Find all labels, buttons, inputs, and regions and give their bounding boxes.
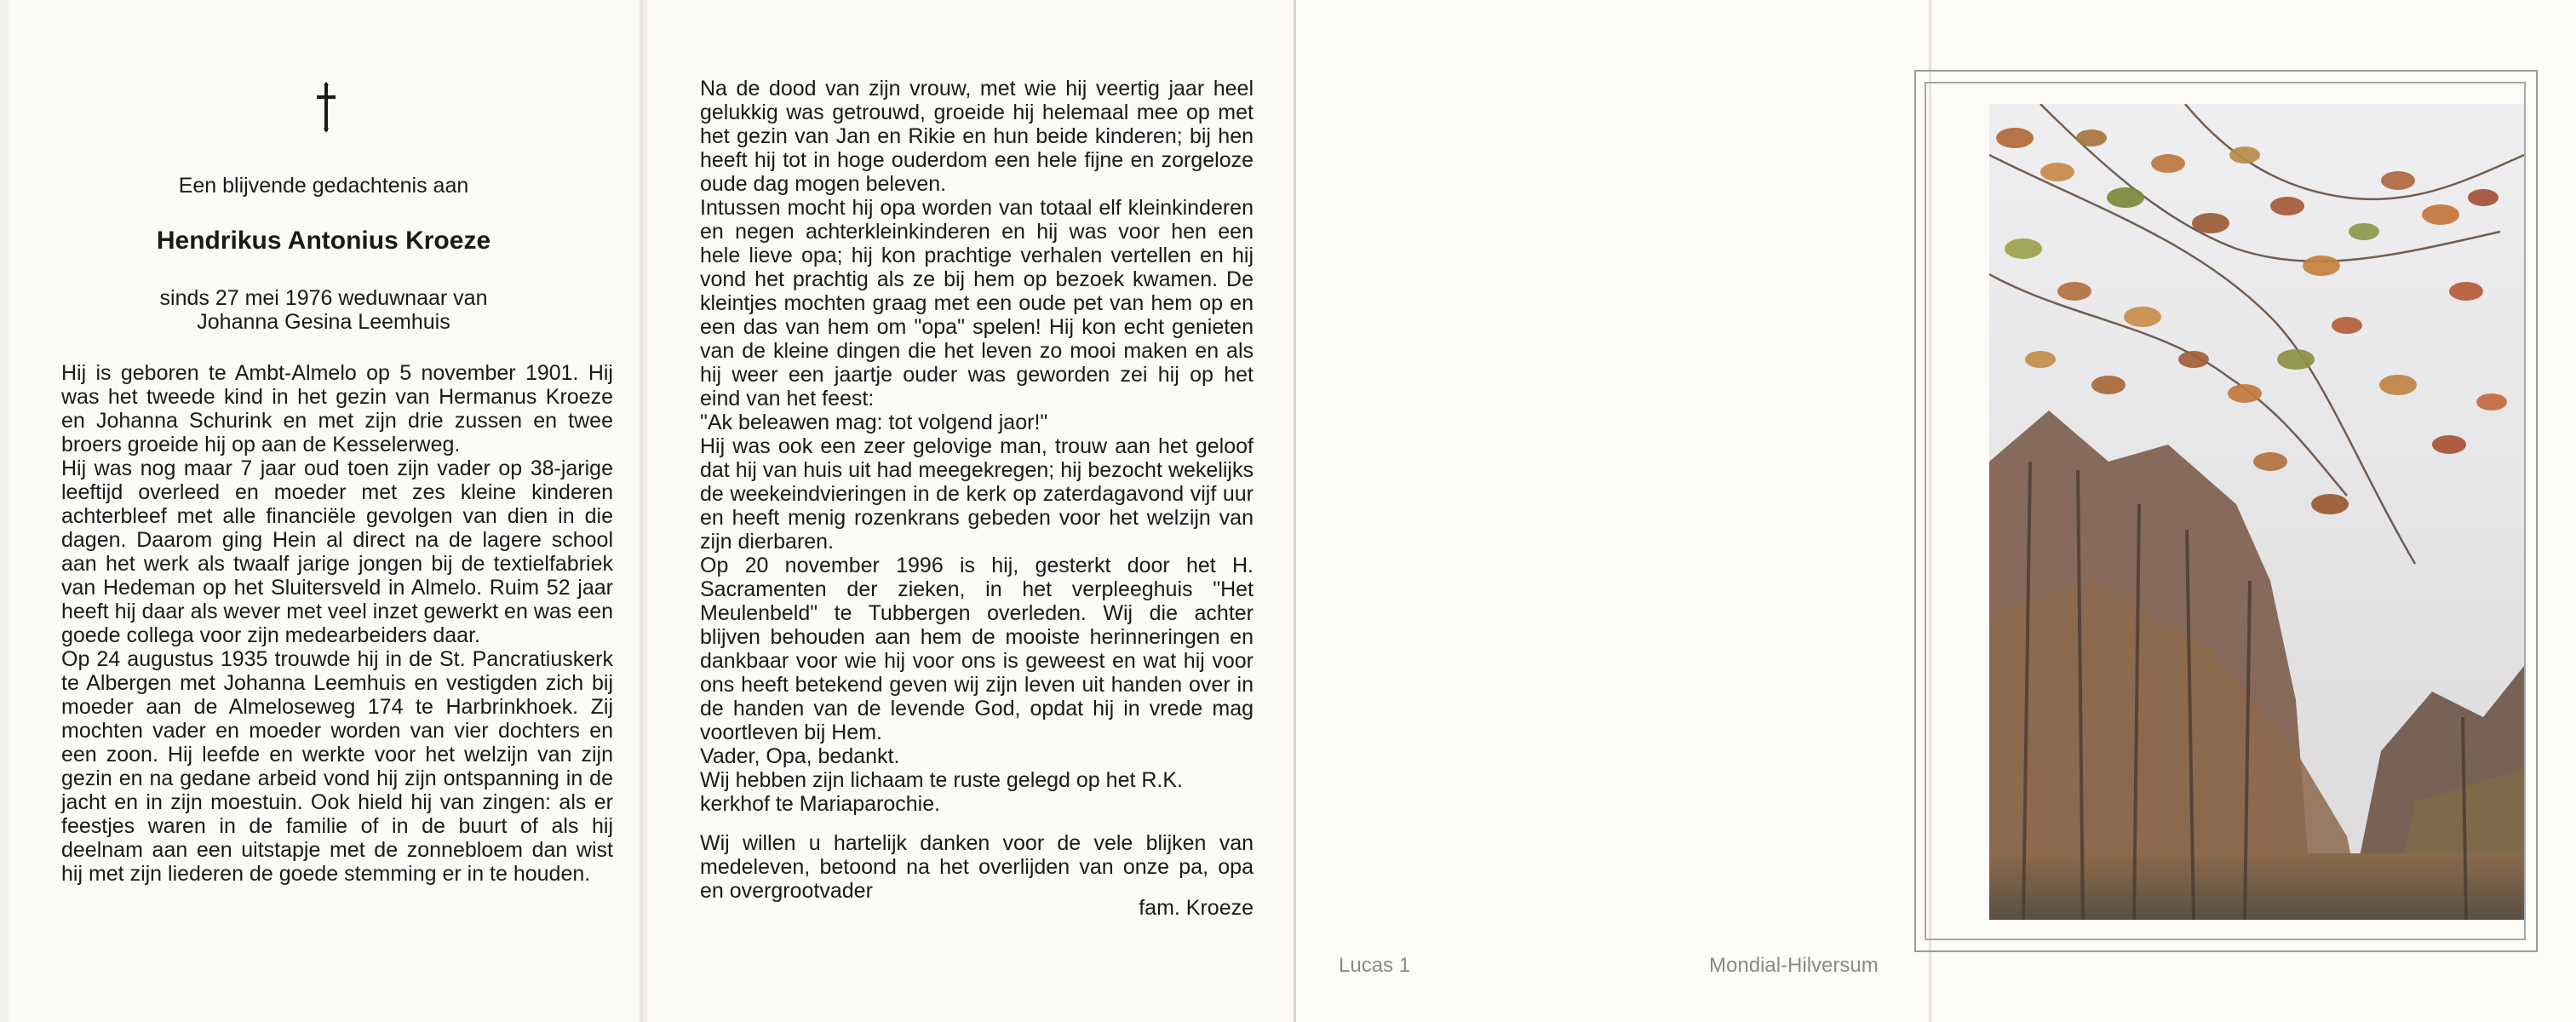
right-inner-page — [647, 0, 1294, 1022]
memorial-lead: Een blijvende gedachtenis aan — [178, 174, 469, 198]
paragraph: Hij was nog maar 7 jaar oud toen zijn vader op 38-jarige leeftijd overleed en moeder met zes kleine kinderen achterbleef met alle financiële gevolgen van dien in die dagen. Daarom ging Hein al direct na de lagere school aan het werk als twaalf jarige jongen bij de textielfabriek van Hedeman op het Sluitersveld in Almelo. Ruim 52 jaar heeft hij daar als wever met veel inzet gewerkt en was een goede collega voor zijn medearbeiders daar. — [61, 456, 613, 647]
paragraph: "Ak beleawen mag: tot volgend jaor!" — [700, 411, 1048, 434]
paragraph: Op 20 november 1996 is hij, gesterkt door het H. Sacramenten der zieken, in het verpleeghuis "Het Meulenbeld" te Tubbergen overleden. Wij die achter blijven behouden aan hem de mooiste herinneringen en dankbaar voor wie hij voor ons is geweest en wat hij voor ons heeft betekend geven wij zijn leven uit handen over in de handen van de levende God, opdat hij in vrede mag voortleven bij Hem. — [700, 554, 1254, 744]
cross-icon — [309, 80, 343, 135]
paragraph: Wij hebben zijn lichaam te ruste gelegd op het R.K. kerkhof te Mariaparochie. — [700, 768, 1183, 816]
paragraph: Intussen mocht hij opa worden van totaal elf kleinkinderen en negen achterkleinkinderen en hij was voor hen een hele lieve opa; hij kon prachtige verhalen vertellen en hij vond het prachtig als ze bij hem op bezoek kwamen. De kleintjes mochten graag met een oude pet van hem op en een das van hem om "opa" spelen! Hij kon echt genieten van de kleine dingen die het leven zo mooi maken en als hij weer een jaartje ouder was geworden zei hij op het eind van het feest: — [700, 196, 1254, 411]
front-cover — [1931, 0, 2576, 1022]
printer-imprint: Mondial-Hilversum — [1709, 954, 1879, 977]
paragraph: Hij is geboren te Ambt-Almelo op 5 november 1901. Hij was het tweede kind in het gezin van Hermanus Kroeze en Johanna Schurink en met zijn drie zussen en twee broers groeide hij op aan de Kesselerweg. — [61, 361, 613, 456]
biography-part-1 — [61, 361, 613, 886]
spouse-name: Johanna Gesina Leemhuis — [197, 310, 450, 334]
paragraph: Hij was ook een zeer gelovige man, trouw aan het geloof dat hij van huis uit had meegekregen; hij bezocht wekelijks de weekeindvieringen in de kerk op zaterdagavond vijf uur en heeft menig rozenkrans gebeden voor het welzijn van zijn dierbaren. — [700, 434, 1254, 554]
fold-line — [640, 0, 643, 1022]
autumn-forest-photo — [1989, 104, 2524, 920]
deceased-name: Hendrikus Antonius Kroeze — [156, 227, 491, 255]
biography-part-2 — [700, 77, 1254, 816]
widower-line: sinds 27 mei 1976 weduwnaar van — [159, 286, 488, 310]
family-signature: fam. Kroeze — [1139, 896, 1254, 920]
paragraph: Na de dood van zijn vrouw, met wie hij veertig jaar heel gelukkig was getrouwd, groeide hij helemaal mee op met het gezin van Jan en Rikie en hun beide kinderen; bij hen heeft hij tot in hoge ouderdom een hele fijne en zorgeloze oude dag mogen beleven. — [700, 77, 1254, 196]
bible-reference: Lucas 1 — [1339, 954, 1411, 977]
back-cover — [1296, 0, 1929, 1022]
thank-you-note: Wij willen u hartelijk danken voor de vele blijken van medeleven, betoond na het overlijden van onze pa, opa en overgrootvader — [700, 831, 1254, 903]
paragraph: Op 24 augustus 1935 trouwde hij in de St. Pancratiuskerk te Albergen met Johanna Leemhuis en vestigden zich bij moeder aan de Almeloseweg 174 te Harbrinkhoek. Zij mochten vader en moeder worden van vier dochters en een zoon. Hij leefde en werkte voor het welzijn van zijn gezin en na gedane arbeid vond hij zijn ontspanning in de jacht en in zijn moestuin. Ook hield hij van zingen: als er feestjes waren in de familie of in de buurt of als hij deelnam aan een uitstapje met de zonnebloem dan wist hij met zijn liederen de goede stemming er in te houden. — [61, 647, 613, 886]
paragraph: Vader, Opa, bedankt. — [700, 744, 900, 768]
left-inner-page — [9, 0, 639, 1022]
